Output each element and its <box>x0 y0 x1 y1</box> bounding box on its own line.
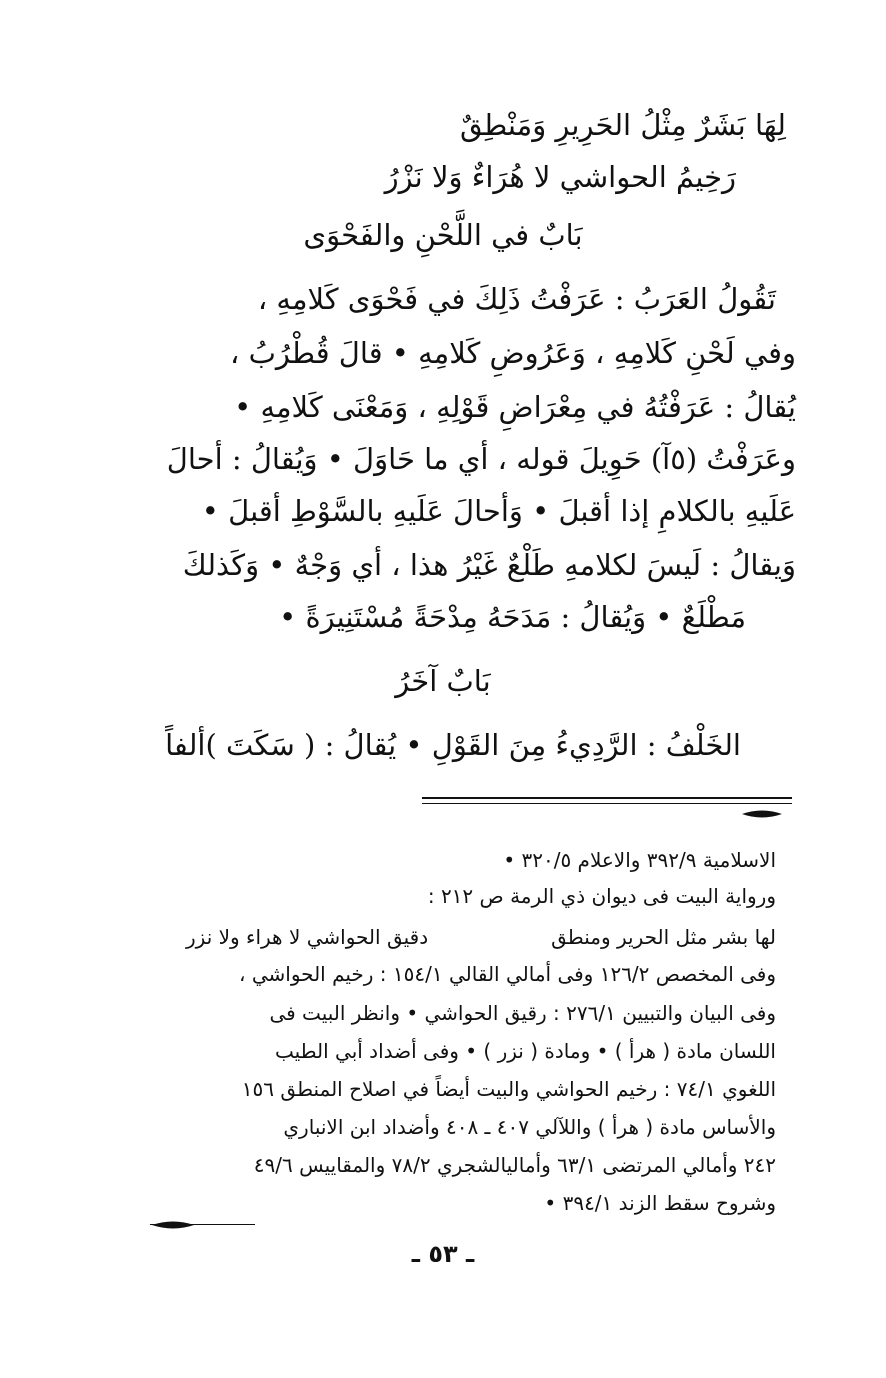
footnote-line-5: وفى البيان والتبيين ٢٧٦/١ : رقيق الحواشي • وانظر البيت فى <box>269 1001 776 1025</box>
footnote-line-1: الاسلامية ٣٩٢/٩ والاعلام ٣٢٠/٥ • <box>503 848 776 872</box>
footnote-line-4: وفى المخصص ١٢٦/٢ وفى أمالي القالي ١٥٤/١ : رخيم الحواشي ، <box>239 962 776 986</box>
paragraph-line-5: عَلَيهِ بالكلامِ إذا أقبلَ • وَأحالَ عَلَيهِ بالسَّوْطِ أقبلَ • <box>201 494 796 528</box>
footnote-line-8: والأساس مادة ( هرأ ) واللآلي ٤٠٧ ـ ٤٠٨ وأضداد ابن الانباري <box>283 1115 776 1139</box>
paragraph-line-8: الخَلْفُ : الرَّدِيءُ مِنَ القَوْلِ • يُقالُ : ( سَكَتَ )ألفاً <box>165 728 741 762</box>
footnote-verse-second-hemistich: دقيق الحواشي لا هراء ولا نزر <box>186 925 429 949</box>
page-number: ـ ٥٣ ـ <box>411 1240 475 1268</box>
footnote-line-10: وشروح سقط الزند ٣٩٤/١ • <box>544 1191 776 1215</box>
footnote-line-2: ورواية البيت فى ديوان ذي الرمة ص ٢١٢ : <box>427 884 776 908</box>
verse-line-2: رَخِيمُ الحواشي لا هُرَاءٌ وَلا نَزْرُ <box>384 160 736 194</box>
footnote-line-7: اللغوي ٧٤/١ : رخيم الحواشي والبيت أيضاً في اصلاح المنطق ١٥٦ <box>241 1077 776 1101</box>
footnote-separator-rule <box>422 797 792 799</box>
paragraph-line-1: تَقُولُ العَرَبُ : عَرَفْتُ ذَلِكَ في فَحْوَى كَلامِهِ ، <box>257 282 776 316</box>
section-heading-akhar: بَابٌ آخَرُ <box>395 664 491 698</box>
paragraph-line-2: وفي لَحْنِ كَلامِهِ ، وَعَرُوضِ كَلامِهِ • قالَ قُطْرُبُ ، <box>230 336 796 370</box>
footnote-separator-rule-thin <box>422 803 792 804</box>
footnote-verse-row <box>186 925 776 955</box>
paragraph-line-7: مَطْلَعٌ • وَيُقالُ : مَدَحَهُ مِدْحَةً مُسْتَنِيرَةً • <box>279 600 746 634</box>
verse-line-1: لِهَا بَشَرٌ مِثْلُ الحَرِيرِ وَمَنْطِقٌ <box>459 108 786 142</box>
ornament-icon <box>740 808 784 820</box>
paragraph-line-3: يُقالُ : عَرَفْتُهُ في مِعْرَاضِ قَوْلِهِ ، وَمَعْنَى كَلامِهِ • <box>234 390 796 424</box>
footnote-line-9: ٢٤٢ وأمالي المرتضى ٦٣/١ وأماليالشجري ٧٨/٢ والمقاييس ٤٩/٦ <box>253 1153 776 1177</box>
paragraph-line-6: وَيقالُ : لَيسَ لكلامهِ طَلْعٌ غَيْرُ هذا ، أي وَجْهٌ • وَكَذلكَ <box>182 548 796 582</box>
footnote-line-6: اللسان مادة ( هرأ ) • ومادة ( نزر ) • وفى أضداد أبي الطيب <box>274 1039 776 1063</box>
ornament-icon <box>150 1219 196 1231</box>
footnote-verse-first-hemistich: لها بشر مثل الحرير ومنطق <box>551 925 776 949</box>
paragraph-line-4: وعَرَفْتُ (٥آ) حَوِيلَ قوله ، أي ما حَاوَلَ • وَيُقالُ : أحالَ <box>166 442 796 476</box>
section-heading-lahn: بَابٌ في اللَّحْنِ والفَحْوَى <box>303 218 583 252</box>
